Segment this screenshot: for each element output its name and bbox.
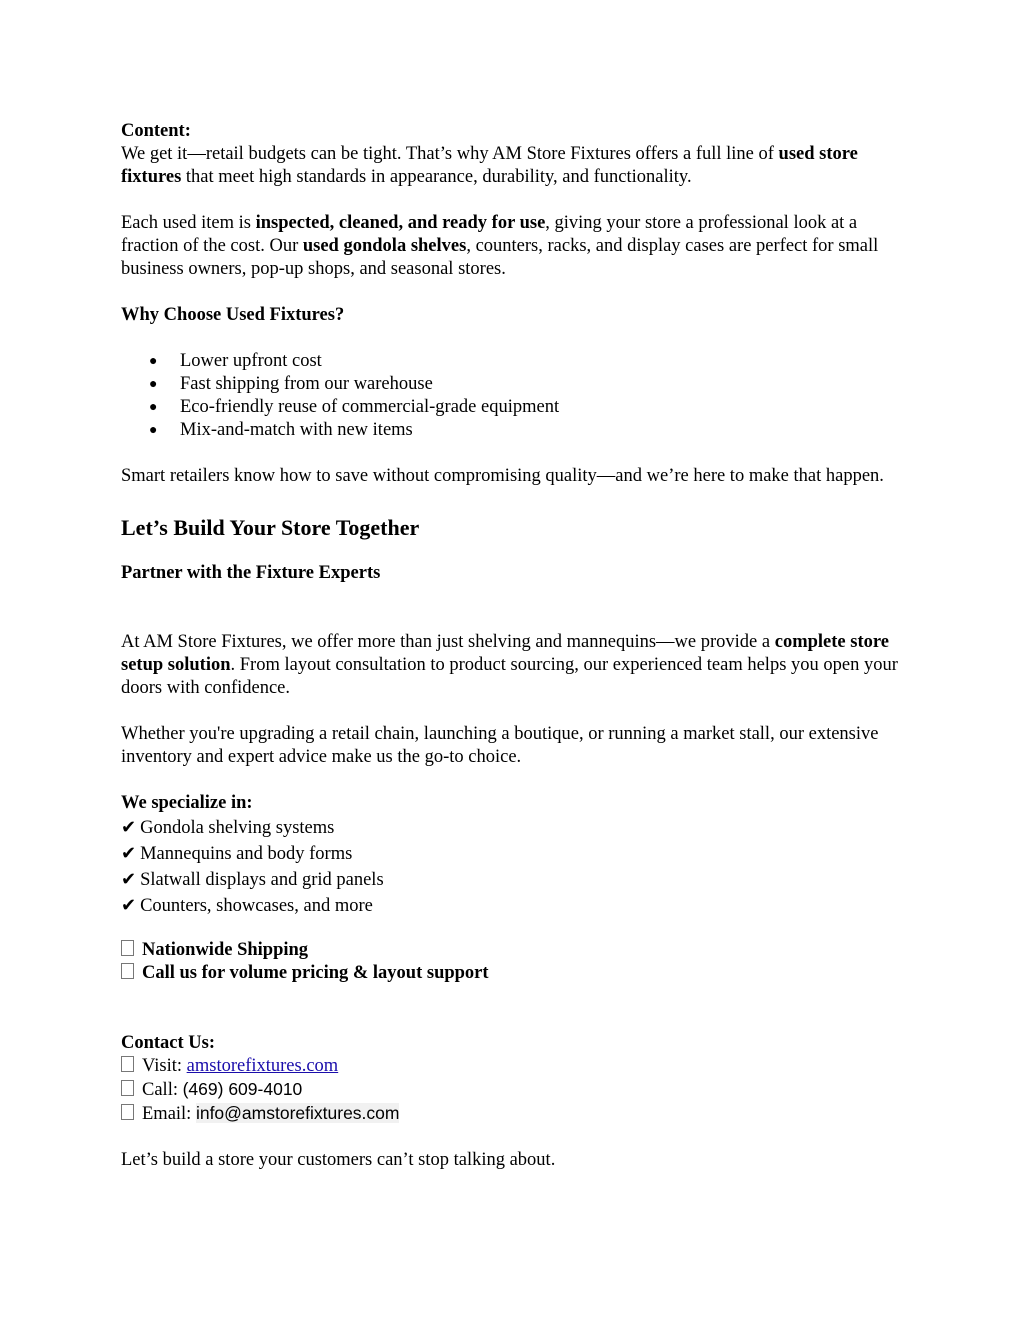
check-item: ✔ Gondola shelving systems (121, 817, 335, 838)
why-heading: Why Choose Used Fixtures? (121, 305, 345, 325)
build-subheading: Partner with the Fixture Experts (121, 563, 381, 583)
check-item: ✔ Slatwall displays and grid panels (121, 869, 384, 890)
build-paragraph-1: At AM Store Fixtures, we offer more than just shelving and mannequins—we provide a complete store setup solution. From layout consultation to product sourcing, our experienced team helps you open your doors with confidence. (121, 632, 898, 698)
contact-call: Call: (469) 609-4010 (121, 1078, 911, 1102)
list-item: ● Mix-and-match with new items (149, 420, 413, 440)
closing-line: Let’s build a store your customers can’t stop talking about. (121, 1150, 556, 1170)
list-item: ● Fast shipping from our warehouse (149, 374, 433, 394)
intro-paragraph-2: Each used item is inspected, cleaned, and ready for use, giving your store a professional look at a fraction of the cost. Our used gondola shelves, counters, racks, and display cases are perfect for small business owners, pop-up shops, and seasonal stores. (121, 213, 879, 279)
check-item: ✔ Mannequins and body forms (121, 843, 353, 864)
contact-heading: Contact Us: (121, 1033, 216, 1053)
bullet-icon: ● (149, 423, 158, 438)
contact-visit: Visit: amstorefixtures.com (121, 1055, 911, 1078)
bullet-icon: ● (149, 354, 158, 369)
contact-email: Email: info@amstorefixtures.com (121, 1102, 911, 1126)
check-icon: ✔ (121, 843, 137, 864)
missing-glyph-icon (121, 1056, 134, 1072)
bullet-icon: ● (149, 400, 158, 415)
missing-glyph-icon (121, 940, 134, 956)
check-icon: ✔ (121, 869, 137, 890)
specialize-heading: We specialize in: (121, 793, 253, 813)
website-link[interactable]: amstorefixtures.com (186, 1056, 339, 1076)
check-icon: ✔ (121, 817, 137, 838)
highlight-pricing: Call us for volume pricing & layout support (121, 962, 911, 985)
build-paragraph-2: Whether you're upgrading a retail chain, launching a boutique, or running a market stall, our extensive inventory and expert advice make us the go-to choice. (121, 724, 879, 767)
missing-glyph-icon (121, 1104, 134, 1120)
why-list (121, 350, 911, 442)
missing-glyph-icon (121, 1080, 134, 1096)
why-closing: Smart retailers know how to save without compromising quality—and we’re here to make that happen. (121, 466, 884, 486)
content-heading: Content: (121, 121, 191, 141)
phone-number: (469) 609-4010 (182, 1079, 303, 1099)
intro-paragraph-1: We get it—retail budgets can be tight. That’s why AM Store Fixtures offers a full line of used store fixtures that meet high standards in appearance, durability, and functionality. (121, 144, 858, 187)
document-page (121, 120, 911, 1172)
missing-glyph-icon (121, 963, 134, 979)
check-icon: ✔ (121, 895, 137, 916)
email-address: info@amstorefixtures.com (195, 1103, 400, 1123)
highlight-shipping: Nationwide Shipping (121, 939, 911, 962)
list-item: ● Lower upfront cost (149, 351, 322, 371)
check-item: ✔ Counters, showcases, and more (121, 895, 373, 916)
bullet-icon: ● (149, 377, 158, 392)
build-heading: Let’s Build Your Store Together (121, 515, 420, 540)
list-item: ● Eco-friendly reuse of commercial-grade equipment (149, 397, 560, 417)
